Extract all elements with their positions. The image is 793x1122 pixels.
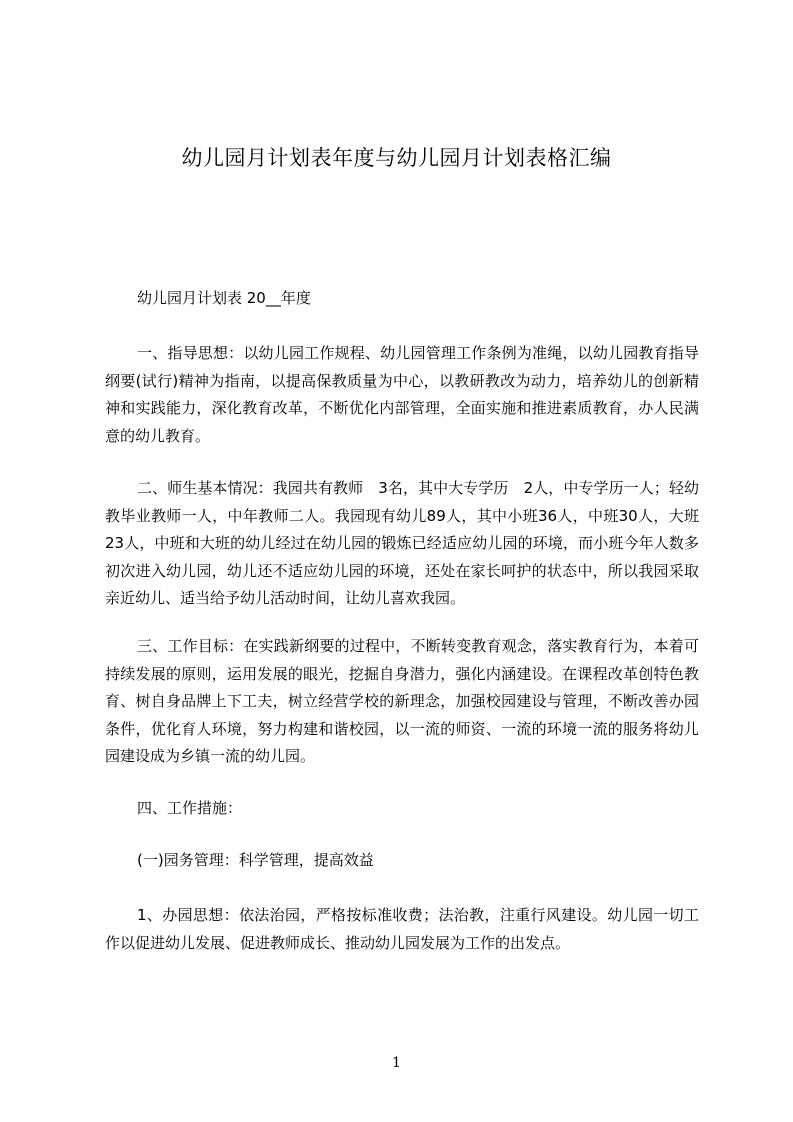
subsection-heading-garden-management: (一)园务管理：科学管理，提高效益 bbox=[137, 851, 374, 869]
paragraph-garden-thought: 1、办园思想：依法治园，严格按标准收费；法治教，注重行风建设。幼儿园一切工作以促进幼儿发展、促进教师成长、推动幼儿园发展为工作的出发点。 bbox=[105, 906, 699, 952]
plan-year-heading: 幼儿园月计划表 20__年度 bbox=[137, 289, 311, 307]
paragraph-guiding-thought: 一、指导思想：以幼儿园工作规程、幼儿园管理工作条例为准绳，以幼儿园教育指导纲要(试行)精神为指南，以提高保教质量为中心，以教研教改为动力，培养幼儿的创新精神和实践能力，深化教育改革，不断优化内部管理，全面实施和推进素质教育，办人民满意的幼儿教育。 bbox=[105, 344, 699, 445]
document-title: 幼儿园月计划表年度与幼儿园月计划表格汇编 bbox=[181, 146, 612, 170]
paragraph-work-goals: 三、工作目标：在实践新纲要的过程中，不断转变教育观念，落实教育行为，本着可持续发展的原则，运用发展的眼光，挖掘自身潜力，强化内涵建设。在课程改革创特色教育、树自身品牌上下工夫，树立经营学校的新理念，加强校园建设与管理，不断改善办园条件，优化育人环境，努力构建和谐校园，以一流的师资、一流的环境一流的服务将幼儿园建设成为乡镇一流的幼儿园。 bbox=[105, 637, 699, 765]
paragraph-basic-situation: 二、师生基本情况：我园共有教师 3名，其中大专学历 2人，中专学历一人；轻幼教毕业教师一人，中年教师二人。我园现有幼儿89人，其中小班36人，中班30人，大班23人，中班和大班的幼儿经过在幼儿园的锻炼已经适应幼儿园的环境，而小班今年人数多初次进入幼儿园，幼儿还不适应幼儿园的环境，还处在家长呵护的状态中，所以我园采取亲近幼儿、适当给予幼儿活动时间，让幼儿喜欢我园。 bbox=[105, 479, 699, 607]
page-number: 1 bbox=[392, 1055, 401, 1071]
section-heading-work-measures: 四、工作措施： bbox=[137, 799, 243, 817]
